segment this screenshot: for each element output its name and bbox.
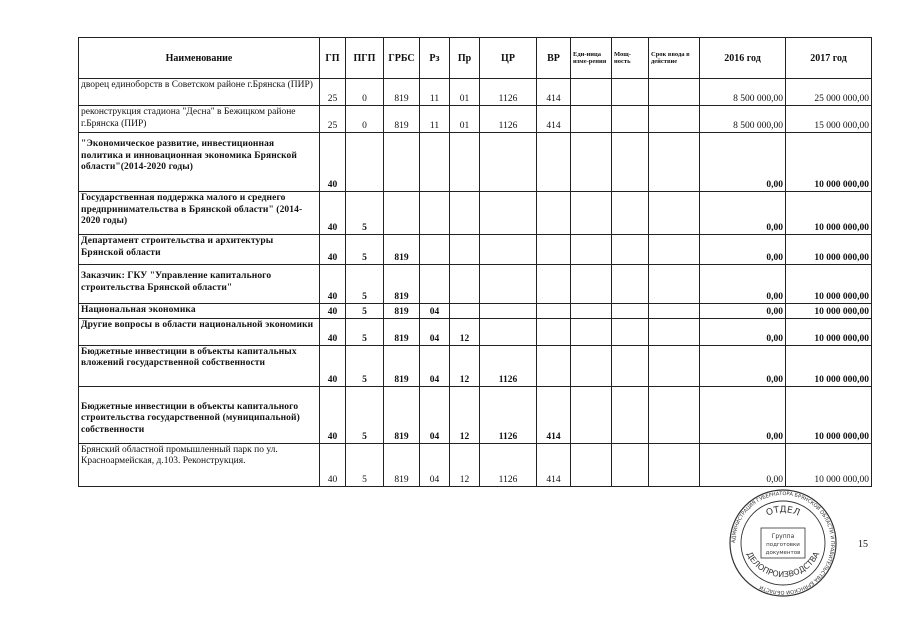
row-capacity bbox=[612, 79, 649, 106]
row-name: дворец единоборств в Советском районе г.Брянска (ПИР) bbox=[79, 79, 320, 106]
stamp-center-line2: подготовки bbox=[766, 542, 800, 548]
row-pgp: 5 bbox=[346, 318, 384, 345]
row-vr: 414 bbox=[537, 386, 571, 443]
row-cr bbox=[480, 304, 537, 319]
row-grbs: 819 bbox=[384, 443, 420, 486]
row-unit bbox=[571, 304, 612, 319]
row-cr bbox=[480, 235, 537, 265]
row-unit bbox=[571, 265, 612, 304]
row-unit bbox=[571, 318, 612, 345]
row-gp: 40 bbox=[320, 192, 346, 235]
row-capacity bbox=[612, 133, 649, 192]
row-pr bbox=[450, 304, 480, 319]
header-gp: ГП bbox=[320, 38, 346, 79]
row-term bbox=[649, 106, 700, 133]
row-pr: 01 bbox=[450, 79, 480, 106]
row-2016: 0,00 bbox=[700, 386, 786, 443]
table-row bbox=[79, 235, 872, 265]
row-pr: 12 bbox=[450, 386, 480, 443]
row-rz bbox=[420, 133, 450, 192]
row-pgp: 5 bbox=[346, 345, 384, 386]
row-vr bbox=[537, 192, 571, 235]
table-row bbox=[79, 386, 872, 443]
row-name: "Экономическое развитие, инвестиционная политика и инновационная экономика Брянской области"(2014-2020 годы) bbox=[79, 133, 320, 192]
table-row bbox=[79, 304, 872, 319]
row-rz bbox=[420, 235, 450, 265]
row-cr bbox=[480, 318, 537, 345]
stamp-center-line3: документов bbox=[765, 550, 801, 556]
row-term bbox=[649, 192, 700, 235]
row-capacity bbox=[612, 265, 649, 304]
table-row bbox=[79, 79, 872, 106]
office-stamp bbox=[728, 488, 838, 598]
header-term: Срок ввода в действие bbox=[649, 38, 700, 79]
row-capacity bbox=[612, 106, 649, 133]
row-gp: 25 bbox=[320, 106, 346, 133]
row-name: Государственная поддержка малого и среднего предпринимательства в Брянской области" (2014-2020 годы) bbox=[79, 192, 320, 235]
table-row bbox=[79, 318, 872, 345]
row-cr bbox=[480, 133, 537, 192]
header-cr: ЦР bbox=[480, 38, 537, 79]
row-2016: 0,00 bbox=[700, 192, 786, 235]
row-vr: 414 bbox=[537, 106, 571, 133]
row-capacity bbox=[612, 386, 649, 443]
row-pr bbox=[450, 235, 480, 265]
row-2016: 0,00 bbox=[700, 345, 786, 386]
row-pr bbox=[450, 133, 480, 192]
row-cr: 1126 bbox=[480, 443, 537, 486]
table-row bbox=[79, 106, 872, 133]
stamp-arc-text: ДЕЛОПРОИЗВОДСТВА bbox=[744, 550, 822, 580]
row-2017: 10 000 000,00 bbox=[786, 345, 872, 386]
table-header-row bbox=[79, 38, 872, 79]
row-2016: 8 500 000,00 bbox=[700, 79, 786, 106]
row-2017: 10 000 000,00 bbox=[786, 192, 872, 235]
row-name: Бюджетные инвестиции в объекты капитальных вложений государственной собственности bbox=[79, 345, 320, 386]
row-cr bbox=[480, 192, 537, 235]
row-2017: 10 000 000,00 bbox=[786, 318, 872, 345]
header-grbs: ГРБС bbox=[384, 38, 420, 79]
row-2016: 0,00 bbox=[700, 318, 786, 345]
row-2017: 15 000 000,00 bbox=[786, 106, 872, 133]
row-unit bbox=[571, 443, 612, 486]
header-2017: 2017 год bbox=[786, 38, 872, 79]
row-term bbox=[649, 386, 700, 443]
row-2016: 0,00 bbox=[700, 235, 786, 265]
row-rz bbox=[420, 192, 450, 235]
header-pgp: ПГП bbox=[346, 38, 384, 79]
row-vr bbox=[537, 133, 571, 192]
row-2016: 0,00 bbox=[700, 265, 786, 304]
row-grbs: 819 bbox=[384, 79, 420, 106]
row-pgp: 0 bbox=[346, 106, 384, 133]
row-2017: 10 000 000,00 bbox=[786, 304, 872, 319]
row-pr: 12 bbox=[450, 318, 480, 345]
row-gp: 40 bbox=[320, 304, 346, 319]
row-2017: 10 000 000,00 bbox=[786, 443, 872, 486]
row-name: Департамент строительства и архитектуры Брянской области bbox=[79, 235, 320, 265]
row-vr: 414 bbox=[537, 79, 571, 106]
row-gp: 40 bbox=[320, 133, 346, 192]
row-capacity bbox=[612, 345, 649, 386]
row-2016: 0,00 bbox=[700, 443, 786, 486]
row-rz: 04 bbox=[420, 304, 450, 319]
row-capacity bbox=[612, 192, 649, 235]
row-gp: 40 bbox=[320, 345, 346, 386]
row-gp: 25 bbox=[320, 79, 346, 106]
row-term bbox=[649, 443, 700, 486]
row-vr bbox=[537, 265, 571, 304]
row-term bbox=[649, 79, 700, 106]
header-vr: ВР bbox=[537, 38, 571, 79]
row-term bbox=[649, 265, 700, 304]
row-2017: 10 000 000,00 bbox=[786, 235, 872, 265]
row-2017: 10 000 000,00 bbox=[786, 133, 872, 192]
row-capacity bbox=[612, 318, 649, 345]
row-2016: 8 500 000,00 bbox=[700, 106, 786, 133]
row-vr bbox=[537, 318, 571, 345]
row-pgp: 5 bbox=[346, 265, 384, 304]
row-unit bbox=[571, 386, 612, 443]
row-grbs: 819 bbox=[384, 106, 420, 133]
row-cr bbox=[480, 265, 537, 304]
row-grbs: 819 bbox=[384, 304, 420, 319]
row-term bbox=[649, 304, 700, 319]
row-name: Бюджетные инвестиции в объекты капитального строительства государственной (муниципальной) собственности bbox=[79, 386, 320, 443]
row-2017: 10 000 000,00 bbox=[786, 386, 872, 443]
row-term bbox=[649, 235, 700, 265]
row-grbs: 819 bbox=[384, 345, 420, 386]
row-rz: 04 bbox=[420, 345, 450, 386]
row-rz: 04 bbox=[420, 318, 450, 345]
row-unit bbox=[571, 133, 612, 192]
budget-table bbox=[78, 37, 872, 487]
header-capacity: Мощ-ность bbox=[612, 38, 649, 79]
row-2016: 0,00 bbox=[700, 133, 786, 192]
row-pgp bbox=[346, 133, 384, 192]
row-vr bbox=[537, 235, 571, 265]
row-cr: 1126 bbox=[480, 386, 537, 443]
row-rz: 11 bbox=[420, 106, 450, 133]
row-vr bbox=[537, 304, 571, 319]
row-name: Брянский областной промышленный парк по ул. Красноармейская, д.103. Реконструкция. bbox=[79, 443, 320, 486]
row-vr: 414 bbox=[537, 443, 571, 486]
row-unit bbox=[571, 235, 612, 265]
row-2016: 0,00 bbox=[700, 304, 786, 319]
row-rz bbox=[420, 265, 450, 304]
row-pgp: 5 bbox=[346, 386, 384, 443]
stamp-center-line1: Группа bbox=[771, 533, 795, 540]
header-pr: Пр bbox=[450, 38, 480, 79]
stamp-top-text: ОТДЕЛ bbox=[764, 505, 802, 519]
row-gp: 40 bbox=[320, 235, 346, 265]
row-cr: 1126 bbox=[480, 79, 537, 106]
table-row bbox=[79, 345, 872, 386]
row-unit bbox=[571, 79, 612, 106]
row-grbs bbox=[384, 133, 420, 192]
row-pgp: 5 bbox=[346, 192, 384, 235]
row-grbs bbox=[384, 192, 420, 235]
header-2016: 2016 год bbox=[700, 38, 786, 79]
row-capacity bbox=[612, 443, 649, 486]
page-number: 15 bbox=[858, 539, 868, 550]
header-rz: Рз bbox=[420, 38, 450, 79]
row-pr bbox=[450, 265, 480, 304]
table-row bbox=[79, 443, 872, 486]
row-term bbox=[649, 345, 700, 386]
row-gp: 40 bbox=[320, 443, 346, 486]
row-pr: 12 bbox=[450, 443, 480, 486]
row-cr: 1126 bbox=[480, 106, 537, 133]
row-cr: 1126 bbox=[480, 345, 537, 386]
header-unit: Еди-ница изме-рения bbox=[571, 38, 612, 79]
row-rz: 04 bbox=[420, 386, 450, 443]
row-capacity bbox=[612, 304, 649, 319]
row-2017: 10 000 000,00 bbox=[786, 265, 872, 304]
row-grbs: 819 bbox=[384, 318, 420, 345]
row-name: Национальная экономика bbox=[79, 304, 320, 319]
row-gp: 40 bbox=[320, 386, 346, 443]
row-gp: 40 bbox=[320, 318, 346, 345]
row-rz: 11 bbox=[420, 79, 450, 106]
row-rz: 04 bbox=[420, 443, 450, 486]
row-pr bbox=[450, 192, 480, 235]
row-grbs: 819 bbox=[384, 265, 420, 304]
row-unit bbox=[571, 106, 612, 133]
row-pgp: 5 bbox=[346, 443, 384, 486]
row-pgp: 5 bbox=[346, 235, 384, 265]
row-pgp: 0 bbox=[346, 79, 384, 106]
row-unit bbox=[571, 345, 612, 386]
row-term bbox=[649, 318, 700, 345]
stamp-ring-text: АДМИНИСТРАЦИЯ ГУБЕРНАТОРА БРЯНСКОЙ ОБЛАСТИ И ПРАВИТЕЛЬСТВА БРЯНСКОЙ ОБЛАСТИ bbox=[730, 490, 836, 596]
table-row bbox=[79, 265, 872, 304]
table-row bbox=[79, 133, 872, 192]
row-gp: 40 bbox=[320, 265, 346, 304]
row-pgp: 5 bbox=[346, 304, 384, 319]
row-name: Другие вопросы в области национальной экономики bbox=[79, 318, 320, 345]
row-term bbox=[649, 133, 700, 192]
row-vr bbox=[537, 345, 571, 386]
row-pr: 01 bbox=[450, 106, 480, 133]
row-pr: 12 bbox=[450, 345, 480, 386]
row-2017: 25 000 000,00 bbox=[786, 79, 872, 106]
budget-sheet bbox=[78, 37, 872, 487]
row-capacity bbox=[612, 235, 649, 265]
row-grbs: 819 bbox=[384, 235, 420, 265]
row-grbs: 819 bbox=[384, 386, 420, 443]
row-name: реконструкция стадиона "Десна" в Бежицком районе г.Брянска (ПИР) bbox=[79, 106, 320, 133]
row-unit bbox=[571, 192, 612, 235]
header-name: Наименование bbox=[79, 38, 320, 79]
table-row bbox=[79, 192, 872, 235]
row-name: Заказчик: ГКУ "Управление капитального строительства Брянской области" bbox=[79, 265, 320, 304]
